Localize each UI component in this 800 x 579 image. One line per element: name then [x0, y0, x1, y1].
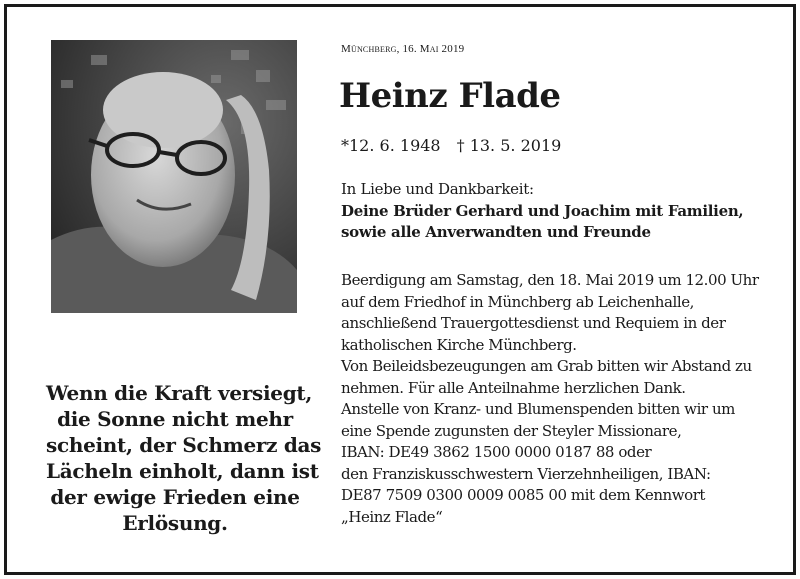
- life-dates: [341, 136, 561, 155]
- deceased-name: Heinz Flade: [339, 76, 561, 116]
- details-line: IBAN: DE49 3862 1500 0000 0187 88 oder: [341, 443, 652, 461]
- details-line: Beerdigung am Samstag, den 18. Mai 2019 um 12.00 Uhr: [341, 271, 759, 289]
- memorial-quote: [46, 380, 322, 536]
- quote-line: Erlösung.: [122, 511, 228, 535]
- details-line: eine Spende zugunsten der Steyler Missionare,: [341, 421, 682, 440]
- quote-line: die Sonne nicht mehr: [57, 407, 293, 431]
- details-line: anschließend Trauergottesdienst und Requiem in der: [341, 314, 726, 332]
- details-line: Von Beileidsbezeugungen am Grab bitten wir Abstand zu: [341, 357, 752, 375]
- mourners-line: sowie alle Anverwandten und Freunde: [341, 223, 651, 241]
- details-line: nehmen. Für alle Anteilnahme herzlichen Dank.: [341, 378, 686, 397]
- portrait-image: [51, 40, 297, 313]
- details-line: katholischen Kirche Münchberg.: [341, 335, 577, 354]
- details-line: DE87 7509 0300 0009 0085 00 mit dem Kennwort: [341, 486, 706, 504]
- quote-line: der ewige Frieden eine: [50, 485, 300, 509]
- birth-date: *12. 6. 1948: [341, 136, 441, 155]
- funeral-details: [341, 270, 759, 528]
- details-line: auf dem Friedhof in Münchberg ab Leichenhalle,: [341, 292, 694, 311]
- details-line: Anstelle von Kranz- und Blumenspenden bitten wir um: [341, 400, 735, 418]
- quote-line: Lächeln einholt, dann ist: [46, 459, 319, 483]
- portrait-photo: [51, 40, 297, 313]
- details-line: „Heinz Flade“: [341, 507, 443, 526]
- mourners-line: Deine Brüder Gerhard und Joachim mit Familien,: [341, 201, 744, 220]
- quote-line: Wenn die Kraft versiegt,: [46, 381, 313, 405]
- mourners-intro: In Liebe und Dankbarkeit:: [341, 180, 534, 198]
- mourners-block: [341, 179, 743, 244]
- details-line: den Franziskusschwestern Vierzehnheiligen, IBAN:: [341, 464, 711, 483]
- death-date: † 13. 5. 2019: [456, 136, 562, 155]
- quote-line: scheint, der Schmerz das: [46, 433, 322, 457]
- place-date: Münchberg, 16. Mai 2019: [341, 43, 465, 55]
